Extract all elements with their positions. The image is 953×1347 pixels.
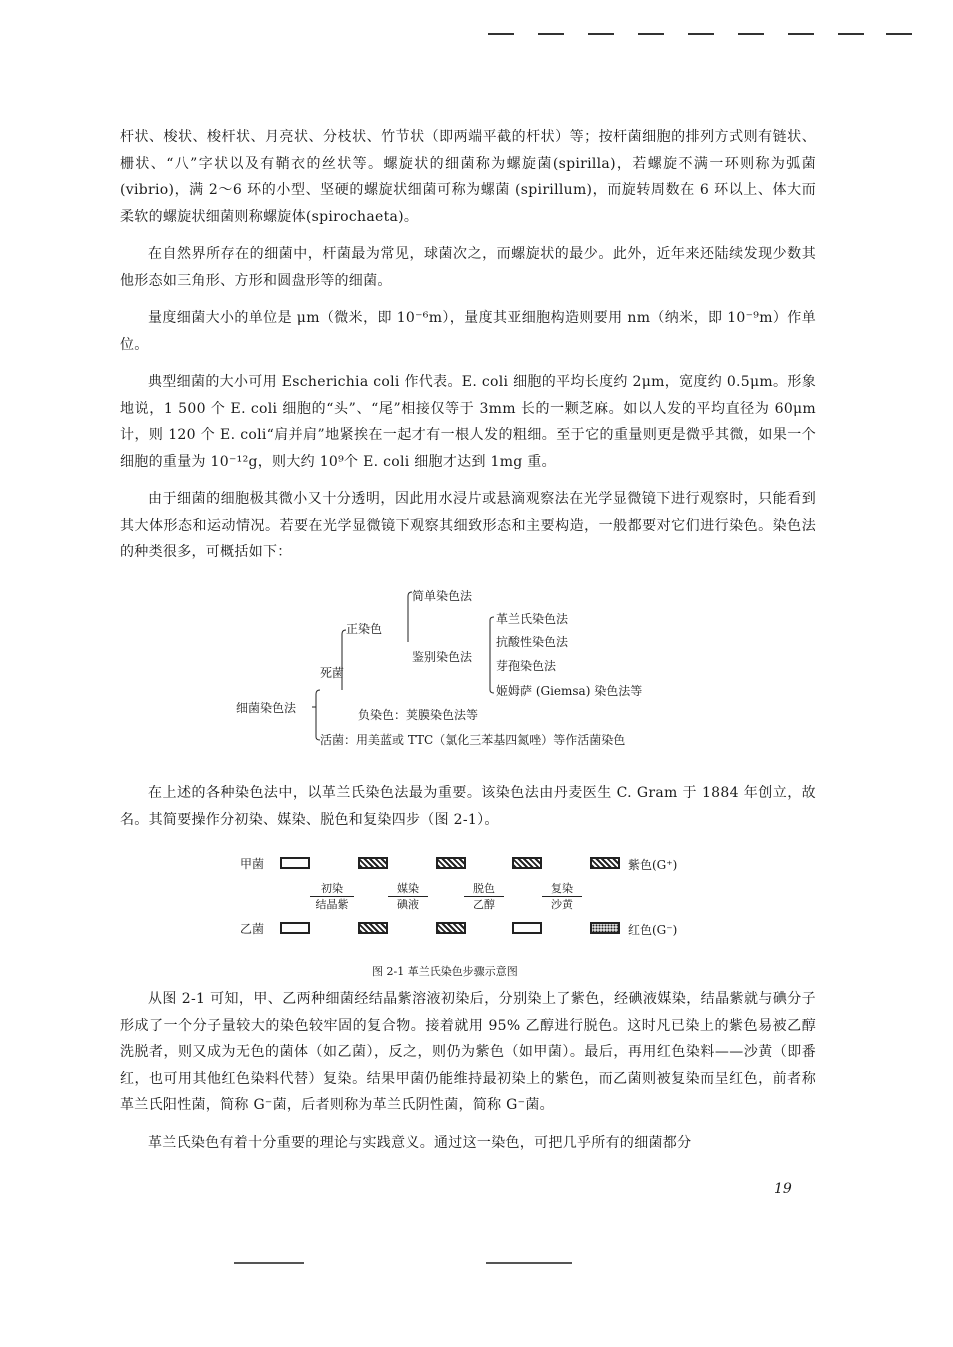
paragraph: 在自然界所存在的细菌中，杆菌最为常见，球菌次之，而螺旋状的最少。此外，近年来还陆续发现少数其他形态如三角形、方形和圆盘形等的细菌。 bbox=[120, 246, 816, 289]
paragraph: 典型细菌的大小可用 Escherichia coli 作代表。E. coli 细胞的平均长度约 2μm，宽度约 0.5μm。形象地说，1 500 个 E. coli 细胞的“头”、“尾”相接仅等于 3mm 长的一颗芝麻。如以人发的平均直径为 60μm 计，则 120 个 E. coli“肩并肩”地紧挨在一起才有一根人发的粗细。至于它的重量则更是微乎其微，如果一个细胞的重量为 10⁻¹²g，则大约 10⁹个 E. coli 细胞才达到 1mg 重。 bbox=[120, 374, 816, 470]
footer-mark bbox=[486, 1262, 572, 1264]
body-text-mid bbox=[120, 780, 816, 844]
row-a-label: 甲菌 bbox=[240, 857, 265, 871]
step-reagent: 乙醇 bbox=[473, 898, 495, 911]
cell-box-unstained bbox=[280, 857, 310, 869]
tree-gram-label: 革兰氏染色法 bbox=[496, 612, 569, 626]
result-b-label: 红色(G⁻) bbox=[628, 923, 678, 937]
step-counterstain bbox=[542, 882, 582, 911]
cell-box-purple bbox=[358, 922, 388, 934]
step-primary bbox=[310, 882, 354, 911]
tree-simple-label: 简单染色法 bbox=[412, 589, 473, 603]
paragraph: 在上述的各种染色法中，以革兰氏染色法最为重要。该染色法由丹麦医生 C. Gram 于 1884 年创立，故名。其简要操作分初染、媒染、脱色和复染四步（图 2-1）。 bbox=[120, 785, 816, 828]
tree-positive-label: 正染色 bbox=[346, 622, 383, 636]
paragraph: 从图 2-1 可知，甲、乙两种细菌经结晶紫溶液初染后，分别染上了紫色，经碘液媒染，结晶紫就与碘分子形成了一个分子量较大的染色较牢固的复合物。接着就用 95% 乙醇进行脱色。这时凡已染上的紫色易被乙醇洗脱者，则又成为无色的菌体（如乙菌），反之，则仍为紫色（如甲菌）。最后，再用红色染料——沙黄（即番红，也可用其他红色染料代替）复染。结果甲菌仍能维持最初染上的紫色，而乙菌则被复染而呈红色，前者称革兰氏阳性菌，简称 G⁻菌，后者则称为革兰氏阴性菌，简称 G⁻菌。 bbox=[120, 991, 816, 1113]
step-mordant bbox=[388, 882, 428, 911]
tree-giemsa-label: 姬姆萨 (Giemsa) 染色法等 bbox=[496, 684, 643, 698]
tree-root-label: 细菌染色法 bbox=[236, 701, 297, 715]
step-name: 复染 bbox=[551, 882, 573, 895]
tree-dead-label: 死菌 bbox=[320, 666, 345, 680]
tree-acid-fast-label: 抗酸性染色法 bbox=[496, 635, 569, 649]
cell-box-purple bbox=[590, 857, 620, 869]
cell-box-purple bbox=[436, 857, 466, 869]
step-name: 脱色 bbox=[473, 882, 495, 895]
paragraph: 量度细菌大小的单位是 μm（微米，即 10⁻⁶m），量度其亚细胞构造则要用 nm（纳米，即 10⁻⁹m）作单位。 bbox=[120, 310, 816, 353]
figure-caption: 图 2-1 革兰氏染色步骤示意图 bbox=[372, 965, 518, 978]
cell-box-purple bbox=[358, 857, 388, 869]
tree-spore-label: 芽孢染色法 bbox=[496, 659, 557, 673]
step-name: 初染 bbox=[321, 882, 343, 895]
tree-live-label: 活菌：用美蓝或 TTC（氯化三苯基四氮唑）等作活菌染色 bbox=[320, 733, 626, 747]
cell-box-purple bbox=[512, 857, 542, 869]
staining-method-tree bbox=[236, 582, 736, 757]
tree-differential-label: 鉴别染色法 bbox=[412, 650, 473, 664]
tree-brackets bbox=[236, 582, 736, 757]
footer-mark bbox=[234, 1262, 304, 1264]
page-number: 19 bbox=[774, 1181, 792, 1197]
tree-negative-label: 负染色：荚膜染色法等 bbox=[358, 708, 479, 722]
step-reagent: 结晶紫 bbox=[315, 898, 349, 911]
step-reagent: 沙黄 bbox=[551, 898, 573, 911]
step-decolorize bbox=[464, 882, 504, 911]
result-a-label: 紫色(G⁺) bbox=[628, 858, 678, 872]
paragraph: 由于细菌的细胞极其微小又十分透明，因此用水浸片或悬滴观察法在光学显微镜下进行观察时，只能看到其大体形态和运动情况。若要在光学显微镜下观察其细致形态和主要构造，一般都要对它们进行染色。染色法的种类很多，可概括如下： bbox=[120, 491, 816, 560]
paragraph: 杆状、梭状、梭杆状、月亮状、分枝状、竹节状（即两端平截的杆状）等；按杆菌细胞的排列方式则有链状、栅状、“八”字状以及有鞘衣的丝状等。螺旋状的细菌称为螺旋菌(spirilla)，若螺旋不满一环则称为弧菌 (vibrio)，满 2～6 环的小型、坚硬的螺旋状细菌可称为螺菌 (spirillum)，而旋转周数在 6 环以上、体大而柔软的螺旋状细菌则称螺旋体(spirochaeta)。 bbox=[120, 129, 816, 225]
gram-stain-figure bbox=[240, 852, 710, 944]
body-text-top bbox=[120, 124, 816, 577]
row-b-label: 乙菌 bbox=[240, 922, 265, 936]
body-text-bottom bbox=[120, 986, 816, 1167]
cell-box-red bbox=[590, 922, 620, 934]
paragraph: 革兰氏染色有着十分重要的理论与实践意义。通过这一染色，可把几乎所有的细菌都分 bbox=[148, 1134, 692, 1151]
cell-box-unstained bbox=[280, 922, 310, 934]
step-name: 媒染 bbox=[397, 882, 419, 895]
cell-box-purple bbox=[436, 922, 466, 934]
header-rule bbox=[488, 33, 913, 37]
cell-box-unstained bbox=[512, 922, 542, 934]
step-reagent: 碘液 bbox=[397, 898, 419, 911]
